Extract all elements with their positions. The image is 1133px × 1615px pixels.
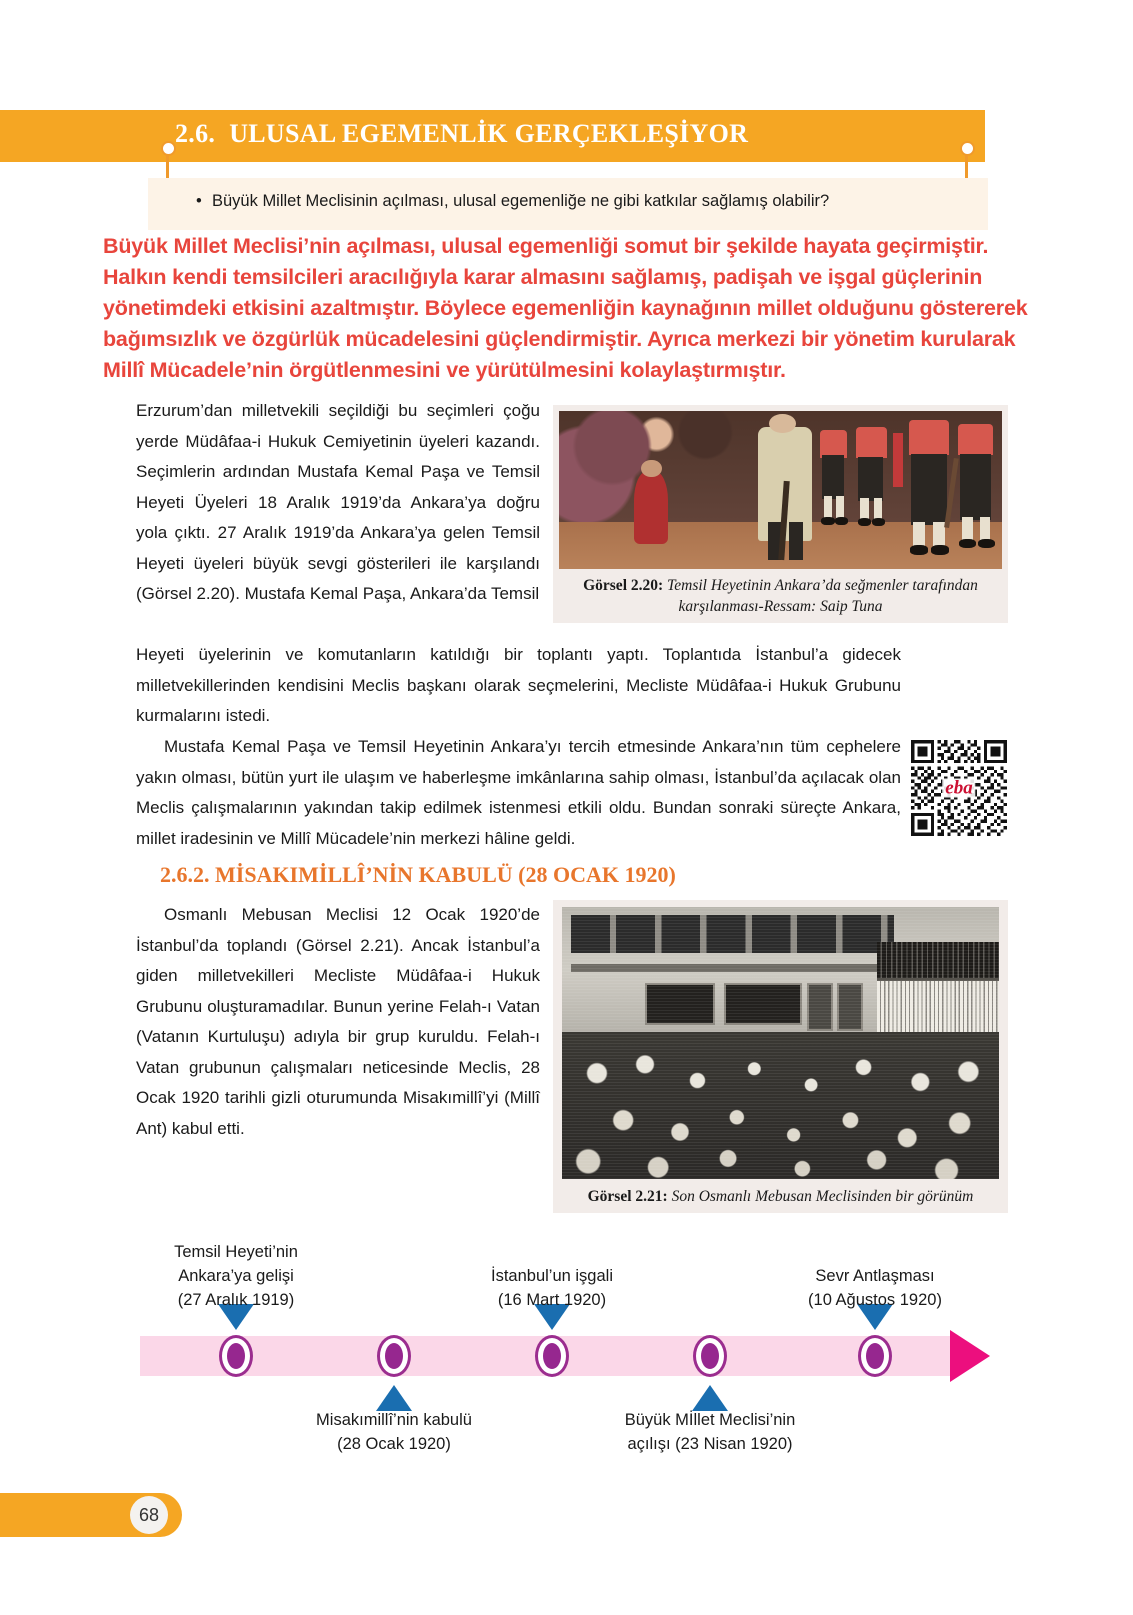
timeline-label-below-1	[274, 1408, 514, 1456]
painting-seymen-sock-3a	[913, 522, 925, 547]
timeline-label-above-2	[432, 1264, 672, 1312]
question-text: Büyük Millet Meclisinin açılması, ulusal egemenliğe ne gibi katkılar sağlamış olabilir?	[212, 192, 830, 210]
timeline-label-below-1-line1: Misakımillî’nin kabulü	[316, 1411, 472, 1429]
photo-drapery-right	[837, 983, 863, 1031]
timeline-label-above-1-line3: (27 Aralık 1919)	[177, 1291, 295, 1309]
painting-seymen-torso-1	[820, 430, 847, 458]
figure-2-21-caption-label: Görsel 2.21:	[587, 1188, 668, 1205]
painting-officer-head	[769, 414, 796, 433]
painting-seymen-sock-1b	[836, 496, 844, 518]
photo-tribune-box-left	[645, 983, 715, 1025]
page-number: 68	[130, 1496, 168, 1534]
painting-seymen-sock-3b	[933, 522, 945, 547]
qr-code[interactable]	[911, 740, 1007, 836]
figure-2-20-caption-label: Görsel 2.20:	[583, 577, 664, 594]
painting-seymen-sock-4b	[980, 517, 991, 541]
timeline-label-below-2-line1: Büyük Mİllet Meclisi’nin	[624, 1411, 796, 1429]
connector-dot-top-right	[960, 141, 975, 156]
painting-seymen-torso-4	[958, 424, 993, 456]
painting-officer-boot-right	[789, 522, 802, 560]
timeline-node-3	[535, 1335, 569, 1377]
timeline-label-above-1-line2: Ankara’ya gelişi	[178, 1267, 294, 1285]
painting-seymen-shoe-3a	[910, 545, 928, 554]
body-paragraph-narrow: Erzurum’dan milletvekili seçildiği bu seçimleri çoğu yerde Müdâfaa-i Hukuk Cemiyetinin üyeleri kazandı. Seçimlerin ardından Mustafa Kemal Paşa ve Temsil Heyeti Üyeleri 18 Aralık 1919’da Ankara’ya doğru yola çıktı. 27 Aralık 1919’da Ankara’ya gelen Temsil Heyeti üyeleri büyük sevgi gösterileri ile karşılandı (Görsel 2.20). Mustafa Kemal Paşa, Ankara’da Temsil	[136, 401, 540, 603]
figure-2-20-caption-text: Temsil Heyetinin Ankara’da seğmenler tarafından karşılanması-Ressam: Saip Tuna	[667, 577, 978, 615]
page-title	[175, 119, 748, 149]
figure-2-21-caption	[553, 1186, 1008, 1207]
painting-seymen-sock-4a	[962, 517, 973, 541]
painting-seymen-shoe-2a	[858, 518, 872, 526]
figure-2-20-image	[559, 411, 1002, 569]
photo-drapery-left	[807, 983, 833, 1031]
photo-hall-rail	[571, 964, 903, 972]
figure-2-20-caption	[553, 575, 1008, 617]
question-bullet: •	[196, 192, 202, 210]
painting-seymen-shoe-4b	[978, 539, 995, 548]
connector-dot-top-left	[161, 141, 176, 156]
painting-red-sash	[893, 433, 903, 487]
painting-seymen-legs-3	[911, 454, 946, 525]
figure-2-21-image	[562, 907, 999, 1179]
timeline-node-5	[858, 1335, 892, 1377]
section-title-text: ULUSAL EGEMENLİK GERÇEKLEŞİYOR	[229, 119, 749, 148]
timeline-node-1	[219, 1335, 253, 1377]
timeline-label-below-1-line2: (28 Ocak 1920)	[337, 1435, 451, 1453]
painting-seymen-shoe-1a	[821, 517, 834, 525]
painting-seymen-shoe-3b	[931, 545, 949, 554]
timeline-label-below-2-line2: açılışı (23 Nisan 1920)	[627, 1435, 793, 1453]
painting-seymen-legs-4	[960, 454, 991, 520]
answer-highlight-text: Büyük Millet Meclisi’nin açılması, ulusal egemenliği somut bir şekilde hayata geçirmiştir. Halkın kendi temsilcileri aracılığıyla karar almasını sağlamış, padişah ve işgal güçlerinin yönetimdeki etkisini azaltmıştır. Böylece egemenliğin kaynağının millet olduğunu göstererek bağımsızlık ve özgürlük mücadelesini güçlendirmiştir. Ayrıca merkezi bir yönetim kurularak Millî Mücadele’nin örgütlenmesini ve yürütülmesini kolaylaştırmıştır.	[103, 234, 1028, 382]
timeline-node-2	[377, 1335, 411, 1377]
painting-seymen-sock-2b	[874, 498, 882, 520]
painting-seymen-legs-1	[822, 455, 844, 499]
timeline-label-above-3	[755, 1264, 995, 1312]
photo-balcony-railing	[877, 978, 999, 1041]
painting-child-head	[641, 460, 661, 477]
photo-tribune-box-right	[724, 983, 802, 1025]
photo-hall-windows	[571, 915, 894, 953]
timeline-label-above-3-line3: (10 Ağustos 1920)	[808, 1291, 942, 1309]
painting-child-in-red	[634, 471, 667, 544]
painting-seymen-shoe-4a	[959, 539, 976, 548]
painting-seymen-sock-2a	[860, 498, 868, 520]
painting-seymen-torso-2	[856, 427, 887, 459]
section-number: 2.6.	[175, 119, 216, 148]
painting-seymen-shoe-1b	[835, 517, 848, 525]
timeline-label-above-1	[116, 1240, 356, 1312]
timeline-label-above-2-line2: İstanbul’un işgali	[491, 1267, 613, 1285]
body-paragraph-continued: Heyeti üyelerinin ve komutanların katıldığı bir toplantı yaptı. Toplantıda İstanbul’a gidecek milletvekillerinden kendisini Meclis başkanı olarak seçmelerini, Mecliste Müdâfaa-i Hukuk Grubunu kurmalarını istedi.	[136, 645, 901, 725]
painting-seymen-torso-3	[909, 420, 949, 455]
timeline-label-above-1-line1: Temsil Heyeti’nin	[174, 1243, 298, 1261]
painting-seymen-sock-1a	[824, 496, 832, 518]
timeline-arrow-head	[950, 1330, 990, 1382]
timeline-label-below-2	[590, 1408, 830, 1456]
figure-gorsel-2-21	[553, 900, 1008, 1213]
photo-deputies-crowd	[562, 1032, 999, 1179]
timeline-node-4	[693, 1335, 727, 1377]
figure-gorsel-2-20	[553, 405, 1008, 623]
body-paragraph-two: Mustafa Kemal Paşa ve Temsil Heyetinin Ankara’yı tercih etmesinde Ankara’nın tüm cephelere yakın olması, bütün yurt ile ulaşım ve haberleşme imkânlarına sahip olması, İstanbul’da açılacak olan Meclis çalışmalarının yakından takip edilmek istenmesi etkili oldu. Bundan sonraki süreçte Ankara, millet iradesinin ve Millî Mücadele’nin merkezi hâline geldi.	[136, 737, 901, 848]
figure-2-21-caption-text: Son Osmanlı Mebusan Meclisinden bir görünüm	[671, 1188, 974, 1205]
subsection-heading: 2.6.2. MİSAKIMİLLÎ’NİN KABULÜ (28 OCAK 1920)	[160, 862, 676, 887]
timeline-label-above-3-line2: Sevr Antlaşması	[815, 1267, 935, 1285]
timeline-label-above-2-line3: (16 Mart 1920)	[497, 1291, 607, 1309]
subsection-paragraph: Osmanlı Mebusan Meclisi 12 Ocak 1920’de İstanbul’da toplandı (Görsel 2.21). Ancak İstanbul’a giden milletvekilleri Mecliste Müdâfaa-i Hukuk Grubunu oluşturamadılar. Bunun yerine Felah-ı Vatan (Vatanın Kurtuluşu) adıyla bir grup kuruldu. Felah-ı Vatan grubunun çalışmaları neticesinde Meclis, 28 Ocak 1920 tarihli gizli oturumunda Misakımillî’yi (Millî Ant) kabul etti.	[136, 905, 540, 1138]
eba-logo: eba	[942, 779, 975, 798]
painting-seymen-legs-2	[858, 457, 882, 501]
